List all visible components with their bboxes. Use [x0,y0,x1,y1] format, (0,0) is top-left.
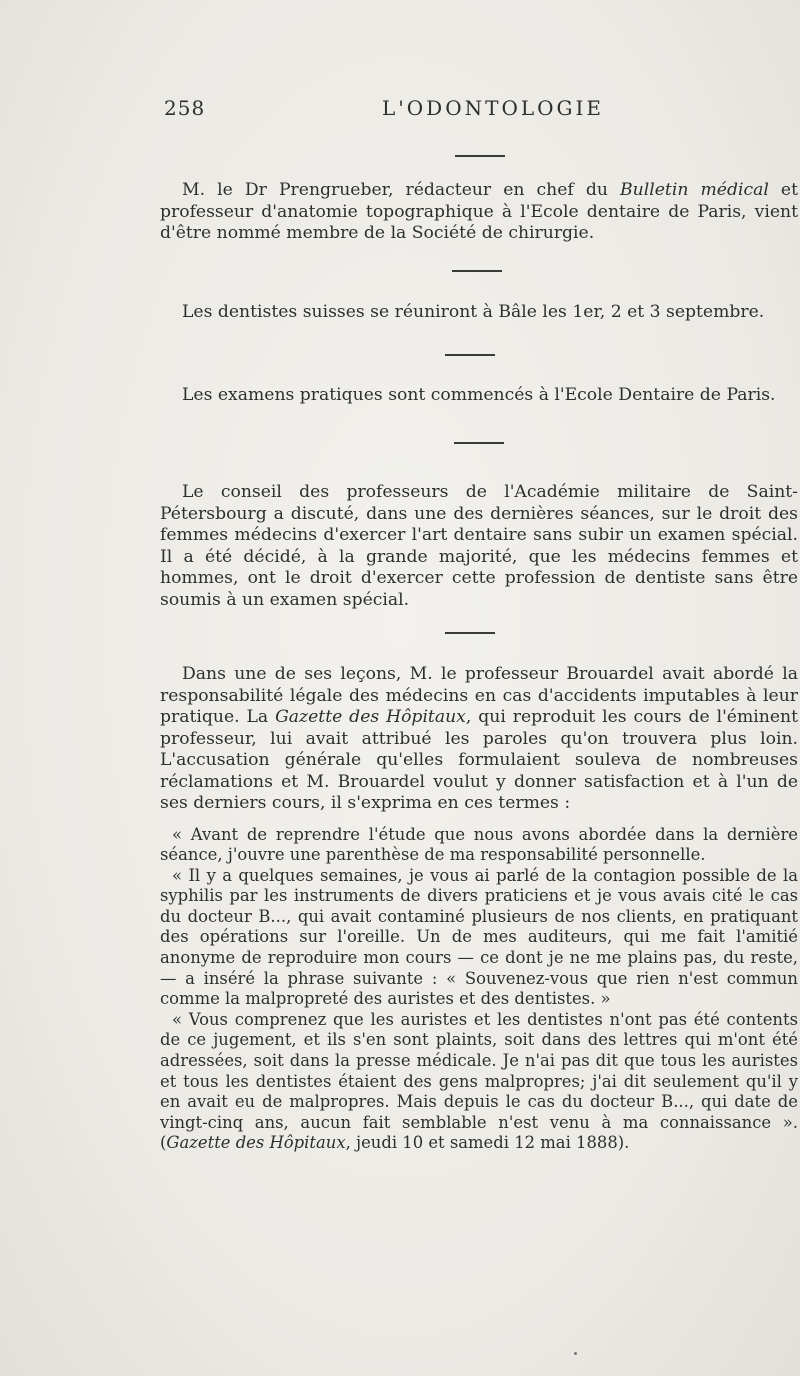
brouardel-intro-end: , qui reproduit les cours de l'éminent professeur, lui avait attribué les paroles qu'on trouvera plus loin. L'accusation générale qu'elles formulaient souleva de nombreuses réclamations et M. Brouardel voulut y donner satisfaction et à l'un de ses derniers cours, il s'exprima en ces termes : [160,707,798,813]
news-item-prengrueber [160,180,798,245]
quote-paragraph-1: « Avant de reprendre l'étude que nous avons abordée dans la dernière séance, j'ouvre une parenthèse de ma responsabilité personnelle. [160,824,798,865]
journal-title: L'ODONTOLOGIE [382,96,604,120]
prengrueber-text: M. le Dr Prengrueber, rédacteur en chef du [182,180,621,200]
bulletin-medical-title: Bulletin médical [620,180,769,200]
quote-3-text: « Vous comprenez que les auristes et les dentistes n'ont pas été contents de ce jugement, et ils s'en sont plaints, soit dans des lettres qui m'ont été adressées, soit dans la presse médicale. Je n'ai pas dit que tous les auristes et tous les dentistes étaient des gens malpropres; j'ai dit seulement qu'il y en avait eu de malpropres. Mais depuis le cas du docteur B..., qui date de vingt-cinq ans, aucun fait semblable n'est venu à ma connaissance ». ( [160,1009,798,1153]
section-rule [455,155,505,157]
prengrueber-text-end: et professeur d'anatomie topographique à l'Ecole dentaire de Paris, vient d'être nommé membre de la Société de chirurgie. [160,180,798,243]
quote-3-end: , jeudi 10 et samedi 12 mai 1888). [345,1133,630,1153]
gazette-title: Gazette des Hôpitaux [275,707,466,727]
page-number: 258 [164,96,206,120]
paper-speck [574,1352,577,1355]
brouardel-intro [160,664,798,815]
brouardel-intro-text: Dans une de ses leçons, M. le professeur Brouardel avait abordé la responsabilité légale des médecins en cas d'accidents imputables à leur pratique. La [160,664,798,727]
brouardel-quote [160,825,798,1155]
page-header [160,96,800,126]
section-rule [454,442,504,444]
quote-paragraph-2: « Il y a quelques semaines, je vous ai parlé de la contagion possible de la syphilis par les instruments de divers praticiens et je vous avais cité le cas du docteur B..., qui avait contaminé plusieurs de nos clients, en pratiquant des opérations sur l'oreille. Un de mes auditeurs, qui me fait l'amitié anonyme de reproduire mon cours — ce dont je ne me plains pas, du reste, — a inséré la phrase suivante : « Souvenez-vous que rien n'est commun comme la malpropreté des auristes et des dentistes. » [160,865,798,1009]
section-rule [445,632,495,634]
section-rule [452,270,502,272]
news-item-suisses: Les dentistes suisses se réuniront à Bâle les 1er, 2 et 3 septembre. [182,302,765,322]
gazette-citation-title: Gazette des Hôpitaux [166,1133,346,1153]
section-rule [445,354,495,356]
quote-paragraph-3 [160,1010,798,1154]
news-item-conseil: Le conseil des professeurs de l'Académie militaire de Saint-Pétersbourg a discuté, dans une des dernières séances, sur le droit des femmes médecins d'exercer l'art dentaire sans subir un examen spécial. Il a été décidé, à la grande majorité, que les médecins femmes et hommes, ont le droit d'exercer cette profession de dentiste sans être soumis à un examen spécial. [160,482,798,610]
news-item-brouardel [160,664,798,1154]
news-item-examens: Les examens pratiques sont commencés à l'Ecole Dentaire de Paris. [182,385,776,405]
